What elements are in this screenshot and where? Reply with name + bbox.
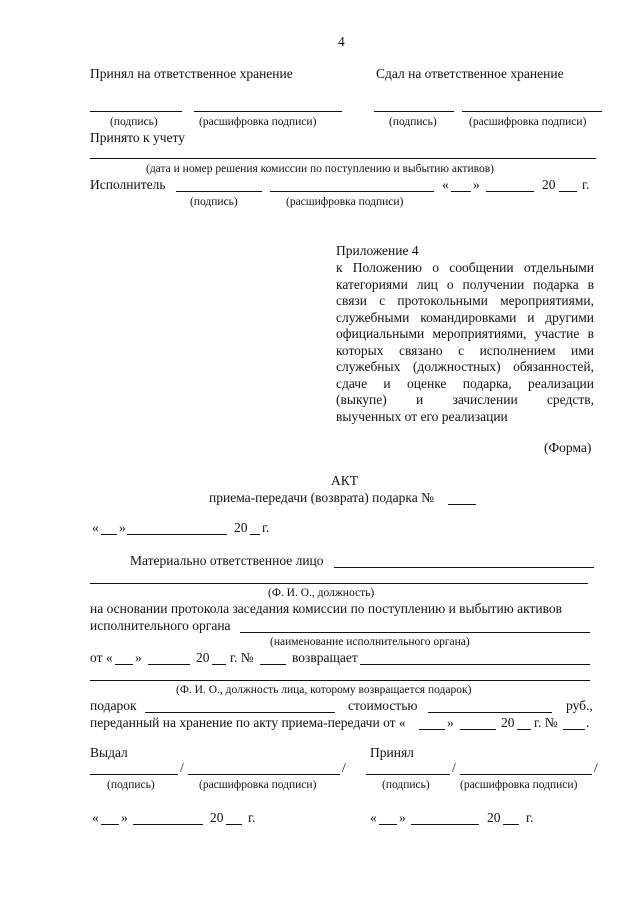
appendix-line: выученных от его реализации xyxy=(336,408,508,424)
signature-line xyxy=(90,111,182,112)
received-label: Принял xyxy=(370,745,414,760)
basis-text-2: исполнительного органа xyxy=(90,618,231,633)
return-caption: (Ф. И. О., должность лица, которому возвращается подарок) xyxy=(176,684,472,696)
signature-decode-line xyxy=(188,774,340,775)
signature-caption: (подпись) xyxy=(190,196,238,208)
month-line xyxy=(148,664,190,665)
slash: / xyxy=(342,760,346,775)
day-line xyxy=(451,191,471,192)
appendix-line: (выкупе) и зачислении средств, xyxy=(336,392,594,407)
signature-caption: (подпись) xyxy=(382,779,430,791)
day-line xyxy=(379,824,397,825)
handed-storage-label: Сдал на ответственное хранение xyxy=(376,66,564,81)
signature-caption: (подпись) xyxy=(110,116,158,128)
signature-decode-line xyxy=(460,774,592,775)
year-line xyxy=(559,191,577,192)
date-quote-open: « xyxy=(370,810,377,825)
act-title: АКТ xyxy=(331,473,358,488)
date-quote-close: » xyxy=(473,177,480,192)
appendix-text xyxy=(336,260,594,425)
date-quote-close: » xyxy=(119,520,126,535)
appendix-line: которых связано с исполнением ими xyxy=(336,342,594,358)
date-quote-open: « xyxy=(92,810,99,825)
date-quote-close: » xyxy=(121,810,128,825)
signature-decode-caption: (расшифровка подписи) xyxy=(199,779,317,791)
period: . xyxy=(586,715,590,730)
slash: / xyxy=(594,760,598,775)
decision-caption: (дата и номер решения комиссии по поступлению и выбытию активов) xyxy=(146,163,494,175)
signature-caption: (подпись) xyxy=(389,116,437,128)
issued-label: Выдал xyxy=(90,745,128,760)
day-line xyxy=(419,729,445,730)
number-line xyxy=(563,729,585,730)
date-quote-open: « xyxy=(92,520,99,535)
day-line xyxy=(101,534,117,535)
signature-line xyxy=(374,111,454,112)
form-label: (Форма) xyxy=(544,440,592,455)
executor-signature-line xyxy=(176,191,262,192)
month-line xyxy=(127,534,227,535)
date-quote-open: « xyxy=(442,177,449,192)
signature-line xyxy=(366,774,450,775)
responsible-label: Материально ответственное лицо xyxy=(130,553,324,568)
day-line xyxy=(115,664,133,665)
year-line xyxy=(226,824,242,825)
decision-line xyxy=(90,158,596,159)
appendix-line: связи с протокольными мероприятиями, xyxy=(336,293,594,308)
cost-line xyxy=(428,712,552,713)
signature-line xyxy=(90,774,178,775)
year-prefix: 20 xyxy=(542,177,556,192)
executor-decode-line xyxy=(270,191,434,192)
signature-decode-caption: (расшифровка подписи) xyxy=(469,116,587,128)
transferred-label: переданный на хранение по акту приема-передачи от « xyxy=(90,715,406,730)
signature-caption: (подпись) xyxy=(107,779,155,791)
number-line xyxy=(260,664,286,665)
month-line xyxy=(460,729,496,730)
number-label: г. № xyxy=(534,715,558,730)
year-line xyxy=(517,729,531,730)
gift-line xyxy=(145,712,335,713)
gift-label: подарок xyxy=(90,698,137,713)
appendix-line: официальными мероприятиями, участие в xyxy=(336,326,594,341)
appendix-line: к Положению о сообщении отдельными xyxy=(336,260,594,275)
appendix-line: сдаче и оценке подарка, реализации xyxy=(336,375,594,391)
organ-caption: (наименование исполнительного органа) xyxy=(270,636,470,648)
number-label: г. № xyxy=(230,650,254,665)
rub-label: руб., xyxy=(566,698,593,713)
slash: / xyxy=(452,760,456,775)
appendix-line: категориями лиц о получении подарка в xyxy=(336,276,594,292)
act-subtitle: приема-передачи (возврата) подарка № xyxy=(209,490,434,505)
from-label: от « xyxy=(90,650,113,665)
signature-decode-caption: (расшифровка подписи) xyxy=(199,116,317,128)
month-line xyxy=(486,191,534,192)
year-prefix: 20 xyxy=(487,810,501,825)
signature-decode-line xyxy=(462,111,602,112)
year-g: г. xyxy=(248,810,256,825)
slash: / xyxy=(180,760,184,775)
organ-line xyxy=(240,632,590,633)
month-line xyxy=(411,824,479,825)
appendix-line: служебными командировками и другими xyxy=(336,309,594,325)
responsible-line-2 xyxy=(90,583,588,584)
year-g: г. xyxy=(526,810,534,825)
date-quote-close: » xyxy=(399,810,406,825)
year-line xyxy=(212,664,226,665)
executor-label: Исполнитель xyxy=(90,177,166,192)
year-prefix: 20 xyxy=(234,520,248,535)
act-number-line xyxy=(448,504,476,505)
signature-decode-caption: (расшифровка подписи) xyxy=(286,196,404,208)
year-g: г. xyxy=(262,520,270,535)
returns-line-2 xyxy=(90,680,590,681)
page-number: 4 xyxy=(338,34,345,49)
date-quote-close: » xyxy=(135,650,142,665)
accounted-label: Принято к учету xyxy=(90,130,185,145)
returns-line xyxy=(360,664,590,665)
year-prefix: 20 xyxy=(196,650,210,665)
appendix-line: служебных (должностных) обязанностей, xyxy=(336,359,594,374)
cost-label: стоимостью xyxy=(348,698,418,713)
year-line xyxy=(503,824,519,825)
appendix-title: Приложение 4 xyxy=(336,243,419,258)
month-line xyxy=(133,824,203,825)
year-line xyxy=(250,534,260,535)
year-prefix: 20 xyxy=(501,715,515,730)
year-g: г. xyxy=(582,177,590,192)
year-prefix: 20 xyxy=(210,810,224,825)
signature-decode-caption: (расшифровка подписи) xyxy=(460,779,578,791)
day-line xyxy=(101,824,119,825)
responsible-line xyxy=(334,567,594,568)
signature-decode-line xyxy=(194,111,342,112)
date-quote-close: » xyxy=(447,715,454,730)
fio-caption: (Ф. И. О., должность) xyxy=(268,587,375,599)
returns-label: возвращает xyxy=(292,650,358,665)
accepted-storage-label: Принял на ответственное хранение xyxy=(90,66,293,81)
basis-text: на основании протокола заседания комиссии по поступлению и выбытию активов xyxy=(90,601,563,616)
